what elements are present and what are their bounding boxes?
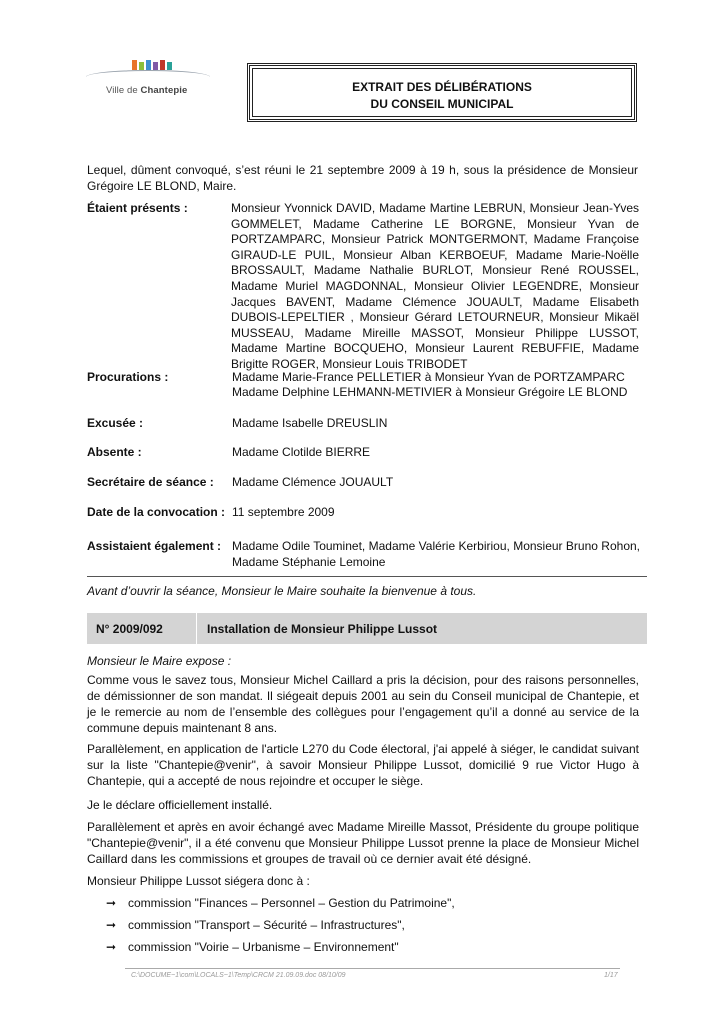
footer-page-number: 1/17 <box>604 972 618 979</box>
footer-path: C:\DOCUME~1\com\LOCALS~1\Temp\CRCM 21.09.09.doc 08/10/09 <box>131 972 346 979</box>
body-paragraph-4: Parallèlement et après en avoir échangé avec Madame Mireille Massot, Présidente du groupe politique "Chantepie@venir", il a été convenu que Monsieur Philippe Lussot prenne la place de Monsieur Michel Caillard dans les commissions et groupes de travail où ce dernier avait été désigné. <box>87 820 639 866</box>
expose-heading: Monsieur le Maire expose : <box>87 654 232 668</box>
body-paragraph-5: Monsieur Philippe Lussot siégera donc à : <box>87 874 310 888</box>
procurations-label: Procurations : <box>87 370 169 384</box>
list-item: ➞ commission "Finances – Personnel – Gestion du Patrimoine", <box>106 896 455 910</box>
footer-rule <box>125 968 620 969</box>
secretaire-label: Secrétaire de séance : <box>87 475 214 489</box>
absente-label: Absente : <box>87 445 142 459</box>
deliberation-title: Installation de Monsieur Philippe Lussot <box>207 621 438 636</box>
title-line-1: EXTRAIT DES DÉLIBÉRATIONS <box>352 80 532 94</box>
deliberation-number: N° 2009/092 <box>87 613 197 644</box>
presents-label: Étaient présents : <box>87 201 188 215</box>
arrow-right-icon: ➞ <box>106 896 117 910</box>
logo-text: Ville de Chantepie <box>106 85 188 96</box>
opening-remark: Avant d’ouvrir la séance, Monsieur le Maire souhaite la bienvenue à tous. <box>87 584 477 598</box>
document-title-box <box>247 63 637 122</box>
ville-logo <box>82 58 212 102</box>
logo-squares-icon <box>132 60 172 70</box>
body-paragraph-3: Je le déclare officiellement installé. <box>87 798 273 812</box>
procurations-line-2: Madame Delphine LEHMANN-METIVIER à Monsieur Grégoire LE BLOND <box>232 385 628 399</box>
arrow-right-icon: ➞ <box>106 918 117 932</box>
intro-paragraph: Lequel, dûment convoqué, s’est réuni le 21 septembre 2009 à 19 h, sous la présidence de Monsieur Grégoire LE BLOND, Maire. <box>87 163 638 193</box>
excusee-label: Excusée : <box>87 416 144 430</box>
convocation-label: Date de la convocation : <box>87 505 226 519</box>
excusee-value: Madame Isabelle DREUSLIN <box>232 416 388 430</box>
presents-value: Monsieur Yvonnick DAVID, Madame Martine LEBRUN, Monsieur Jean-Yves GOMMELET, Madame Catherine LE BORGNE, Monsieur Yvan de PORTZAMPARC, Monsieur Patrick MONTGERMONT, Madame Françoise GIRAUD-LE PUIL, Monsieur Alban KERBOEUF, Madame Marie-Noëlle BROSSAULT, Madame Nathalie BURLOT, Monsieur René ROUSSEL, Madame Muriel MAGDONNAL, Monsieur Olivier LEGENDRE, Monsieur Jacques BAVENT, Madame Clémence JOUAULT, Madame Elisabeth DUBOIS-LEPELTIER , Monsieur Gérard LETOURNEUR, Monsieur Mikaël MUSSEAU, Madame Mireille MASSOT, Monsieur Philippe LUSSOT, Madame Martine BOCQUEHO, Monsieur Laurent REBUFFIE, Madame Brigitte ROGER, Monsieur Louis TRIBODET <box>231 201 639 371</box>
section-divider <box>87 576 647 577</box>
absente-value: Madame Clotilde BIERRE <box>232 445 371 459</box>
assistaient-value: Madame Odile Touminet, Madame Valérie Kerbiriou, Monsieur Bruno Rohon, Madame Stéphanie Lemoine <box>232 539 640 569</box>
body-paragraph-1: Comme vous le savez tous, Monsieur Michel Caillard a pris la décision, pour des raisons personnelles, de démissionner de son mandat. Il siégeait depuis 2001 au sein du Conseil municipal de Chantepie, et je le remercie au nom de l’ensemble des collègues pour l’engagement qu’il a donné au service de la commune depuis maintenant 8 ans. <box>87 673 639 735</box>
assistaient-label: Assistaient également : <box>87 539 222 553</box>
body-paragraph-2: Parallèlement, en application de l'article L270 du Code électoral, j'ai appelé à siéger, le candidat suivant sur la liste "Chantepie@venir", à savoir Monsieur Philippe Lussot, domicilié 9 rue Victor Hugo à Chantepie, qui a accepté de nous rejoindre et occuper le siège. <box>87 742 639 788</box>
deliberation-header <box>87 613 647 644</box>
arrow-right-icon: ➞ <box>106 940 117 954</box>
logo-arc <box>86 70 210 84</box>
title-line-2: DU CONSEIL MUNICIPAL <box>370 97 514 111</box>
procurations-line-1: Madame Marie-France PELLETIER à Monsieur Yvan de PORTZAMPARC <box>232 370 625 384</box>
list-item: ➞ commission "Transport – Sécurité – Infrastructures", <box>106 918 405 932</box>
list-item: ➞ commission "Voirie – Urbanisme – Environnement" <box>106 940 399 954</box>
convocation-value: 11 septembre 2009 <box>232 505 335 519</box>
secretaire-value: Madame Clémence JOUAULT <box>232 475 394 489</box>
